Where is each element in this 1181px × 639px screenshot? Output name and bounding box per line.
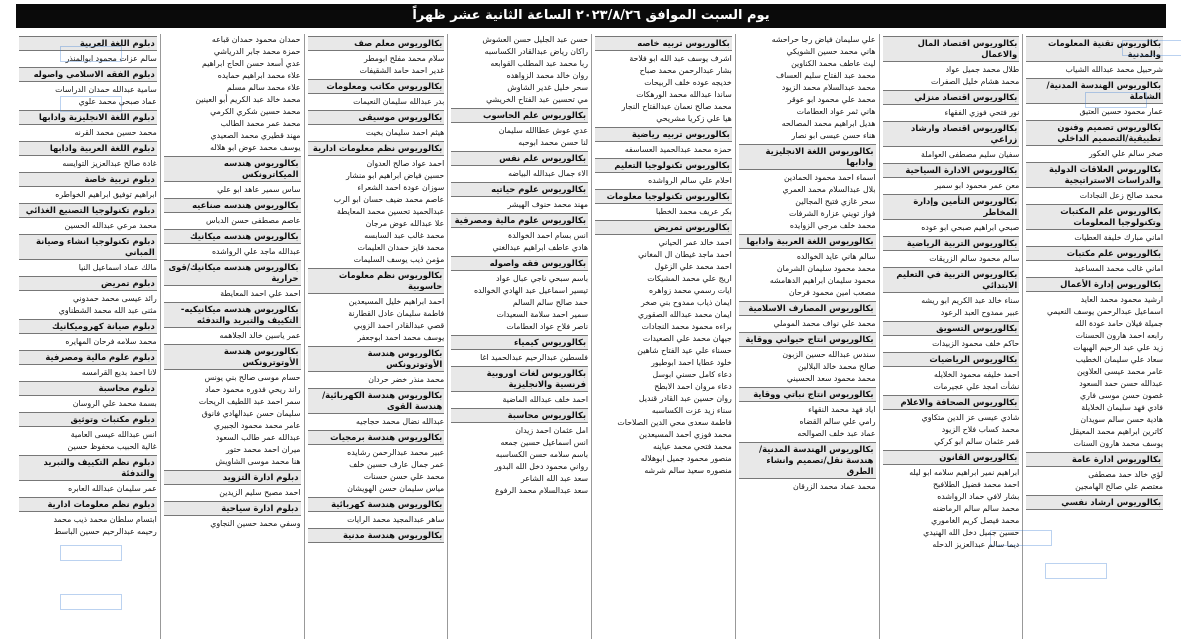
student-name: ديما سالم عبدالعزيز الدحله: [932, 540, 1020, 549]
student-name: ربا محمد عبد المطلب القوابعه: [490, 59, 588, 68]
student-name: سناء خالد عبد الكريم ابو ريشه: [921, 296, 1020, 305]
student-name: هيا علي زكريا مشريحي: [656, 114, 732, 123]
student-name: جيهان محمد علي الصعيدات: [642, 334, 732, 343]
student-name: طلال محمد جميل عواد: [945, 65, 1020, 74]
student-name: محمد خلف مرجي الزوايده: [789, 221, 876, 230]
program-heading: بكالوريوس نظم معلومات حاسوبية: [308, 268, 445, 294]
program-heading: بكالوريوس تمريض: [595, 220, 732, 235]
student-name: معتصم علي صالح الهامجين: [1075, 482, 1163, 491]
student-name: عمر ياسين خالد الجلاهمه: [219, 331, 301, 340]
student-name: خديجه عوده خلف الربيحات: [644, 78, 732, 87]
program-heading: بكالوريوس التسويق: [883, 321, 1020, 336]
program-heading: بكالوريوس هندسة الأوتوترونكس: [164, 344, 301, 370]
student-name: الاء جمال عبدالله البياضه: [508, 169, 588, 178]
program-heading: بكالوريوس محاسبة: [451, 408, 588, 423]
program-heading: دبلوم اللغة العربية وادابها: [19, 141, 157, 156]
student-name: محمد محمود سعد الحسيني: [786, 374, 876, 383]
student-name: حمزة محمد جابر الدرياشي: [213, 47, 301, 56]
student-name: احمد علي احمد المعايطة: [220, 289, 301, 298]
watermark-logo-icon: [1045, 563, 1107, 579]
program-heading: بكالوريوس موسيقى: [308, 110, 445, 125]
student-name: خلود عطايا احمد ابوطيور: [651, 358, 732, 367]
student-name: اماني غالب محمد المساعيد: [1074, 264, 1163, 273]
student-name: اسماعيل عبدالرحمن يوسف النعيمي: [1047, 307, 1163, 316]
student-name: انس اسماعيل حسين جمعه: [500, 438, 588, 447]
student-name: صخر سالم علي العكور: [1089, 149, 1163, 158]
student-name: نشأت امجد علي عجيرمات: [933, 382, 1020, 391]
program-heading: بكالوريوس هندسه الميكاترونكس: [164, 156, 301, 182]
student-name: علا عبدالله عوض مرجان: [365, 219, 445, 228]
student-name: مهند قطيري محمد الصعيدي: [210, 131, 301, 140]
student-name: علاء محمد سالم مسلم: [226, 83, 301, 92]
student-name: دعاء مروان احمد الابطح: [654, 382, 732, 391]
watermark-logo-icon: [990, 530, 1052, 546]
program-heading: دبلوم مكتبات وتوثيق: [19, 412, 157, 427]
student-name: بكر عريف محمد الخطبا: [655, 207, 732, 216]
student-name: عبير محمد عبدالرحمن رشايده: [347, 448, 445, 457]
program-heading: دبلوم صيانة كهروميكانيك: [19, 319, 157, 334]
student-name: ابتسام سلطان محمد ذيب محمد: [53, 515, 157, 524]
student-name: محمد فتحي محمد عباينه: [653, 442, 732, 451]
student-name: احمد خليفه محمود الخلايله: [933, 370, 1020, 379]
student-name: مصعب امين محمود فرحان: [788, 288, 876, 297]
student-name: حسام موسى صالح بني يونس: [204, 373, 301, 382]
student-name: مؤمن ذيب يوسف السليمات: [353, 255, 445, 264]
student-name: احمد مصيح سليم الزيدين: [219, 488, 301, 497]
student-name: براءه محمود محمد النجادات: [641, 322, 732, 331]
student-name: راند ريحي فدوره محمود حماد: [205, 385, 301, 394]
program-heading: بكالوريوس نظم معلومات ادارية: [308, 141, 445, 156]
student-name: محمد فايز حمدان العليمات: [357, 243, 445, 252]
student-name: لؤي خالد حمد مصطفى: [1088, 470, 1163, 479]
program-heading: بكالوريوس هندسة برمجيات: [308, 430, 445, 445]
student-name: سمر احمد عبد اللطيف الريحات: [198, 397, 301, 406]
student-name: محمد علي محمود ابو عوقر: [787, 95, 876, 104]
student-name: فادي فهد سليمان الخلايلة: [1081, 403, 1163, 412]
student-name: عاصم محمد ضيف حسان ابو الرب: [333, 195, 445, 204]
program-heading: بكالوريوس تربيه رياضية: [595, 127, 732, 142]
program-heading: بكالوريوس هندسه صناعيه: [164, 198, 301, 213]
schedule-column: [304, 34, 448, 639]
student-name: علاء محمد ابراهيم حمايده: [217, 71, 301, 80]
program-heading: بكالوريوس هندسة الأوتوترونكس: [308, 346, 445, 372]
student-name: سحر خليل غدير الشاوش: [507, 83, 588, 92]
program-heading: بكالوريوس هندسه ميكانيكيه- التكييف والتبريد والتدفئه: [164, 302, 301, 328]
student-name: عبدالحميد تحسين محمد المعايطة: [337, 207, 445, 216]
program-heading: دبلوم تكنولوجيا التصنيع الغذائي: [19, 203, 157, 218]
student-name: فاطمة سليمان عادل القطارنة: [348, 309, 445, 318]
program-heading: دبلوم ادارة التزويد: [164, 470, 301, 485]
student-name: هادية حسن سالم سويدان: [1080, 415, 1163, 424]
student-name: انس عبدالله عيسى العامية: [70, 430, 157, 439]
student-name: عبدالله ماجد علي الرواشده: [211, 247, 301, 256]
program-heading: بكالوريوس ارشاد نفسي: [1026, 495, 1163, 510]
program-heading: بكالوريوس اقتصاد منزلي: [883, 90, 1020, 105]
student-name: يوسف محمد احمد ابوجعفر: [357, 333, 445, 342]
student-name: احمد خلف عبدالله الماضية: [502, 395, 588, 404]
student-name: ابراهيم توفيق ابراهيم الخواطره: [55, 190, 157, 199]
student-name: سلام محمد مفلح ابومطر: [364, 54, 445, 63]
program-heading: دبلوم تربية خاصة: [19, 172, 157, 187]
student-name: عدي أسعد حسن الحاج ابراهيم: [202, 59, 301, 68]
student-name: محمد كساب فلاح الزيود: [941, 425, 1020, 434]
program-heading: بكالوريوس التربية في التعليم الابتدائي: [883, 267, 1020, 293]
student-name: سعد عبدالسلام محمد الرفوع: [495, 486, 588, 495]
student-name: هاني محمد حسين الشويكي: [786, 47, 876, 56]
student-name: غالية الحبيب محفوظ حسين: [67, 442, 157, 451]
student-name: ناصر فلاح عواد العطامات: [506, 322, 588, 331]
watermark-logo-icon: [60, 594, 122, 610]
student-name: باسم سبحي ناجي عبال عواد: [496, 274, 588, 283]
student-name: اريج علي محمد المشيكات: [647, 274, 732, 283]
student-name: روان خالد محمد الزواهده: [506, 71, 588, 80]
program-heading: بكالوريوس الرياضيات: [883, 352, 1020, 367]
program-heading: دبلوم اللغة العربية: [19, 36, 157, 51]
student-name: محمد غالب عبد السابسه: [364, 231, 445, 240]
student-name: عاصم مصطفى حسن الدباس: [206, 216, 301, 225]
student-name: حسن عبد الجليل حسن العشوش: [482, 35, 588, 44]
program-heading: بكالوريوس ادارة عامة: [1026, 452, 1163, 467]
student-name: لنا حسن محمد ابوحبه: [518, 138, 588, 147]
student-name: احلام علي سالم الرواشده: [648, 176, 732, 185]
program-heading: بكالوريوس علم مكتبات: [1026, 246, 1163, 261]
program-heading: بكالوريوس هندسة مدنية: [308, 528, 445, 543]
student-name: شرحبيل محمد عبدالله الشياب: [1065, 65, 1163, 74]
student-name: نور فتحي فوزي الفقهاء: [944, 108, 1020, 117]
student-name: اماني مبارك خليفة العطيات: [1074, 233, 1163, 242]
program-heading: دبلوم اللغة الانجليزية وادابها: [19, 110, 157, 125]
student-name: رحيمه عبدالرحيم حسين الباسط: [54, 527, 157, 536]
program-heading: بكالوريوس الهندسة المدنية/ هندسة نقل/تصميم وانشاء الطرق: [739, 442, 876, 479]
student-name: يوسف محمد هارون السنات: [1073, 439, 1163, 448]
student-name: احمد محمد فضيل الطلافيح: [932, 480, 1020, 489]
student-name: صبحي ابراهيم صبحي ابو عوده: [921, 223, 1020, 232]
student-name: مي تحسين عبد الفتاح الخريشي: [486, 95, 588, 104]
program-heading: بكالوريوس اللغة الانجليزية وادابها: [739, 144, 876, 170]
student-name: لانا احمد بديع القرامسه: [81, 368, 157, 377]
program-heading: بكالوريوس مكاتب ومعلومات: [308, 79, 445, 94]
student-name: هديل ابراهيم محمد المصالحه: [781, 119, 876, 128]
student-name: شادي عيسى عز الدين متكاوي: [921, 413, 1020, 422]
schedule-column: [879, 34, 1023, 639]
student-name: سعد عبد الله الشاعر: [520, 474, 588, 483]
program-heading: بكالوريوس اللغة العربية وادابها: [739, 234, 876, 249]
student-name: محمد عبدالسلام محمد الزيود: [781, 83, 876, 92]
names-columns: [16, 34, 1166, 639]
program-heading: بكالوريوس هندسة الكهربائية/ هندسة القوى: [308, 388, 445, 414]
student-name: وسفي محمد حسين النجاوي: [210, 519, 301, 528]
student-name: بشار لافي حماد الرواشده: [937, 492, 1020, 501]
program-heading: بكالوريوس اقتصاد وارشاد زراعي: [883, 121, 1020, 147]
program-heading: بكالوريوس معلم صف: [308, 36, 445, 51]
student-name: سمير احمد سلامة السعيدات: [496, 310, 588, 319]
program-heading: دبلوم تكنولوجيا انشاء وصيانة المباني: [19, 234, 157, 260]
program-heading: دبلوم محاسبة: [19, 381, 157, 396]
student-name: محمد منذر خضر حردان: [368, 375, 445, 384]
student-name: اسماء احمد محمود الحمادين: [783, 173, 876, 182]
student-name: احمد محمد علي الزغول: [654, 262, 732, 271]
student-name: سالم محمود سالم الزريقات: [929, 254, 1020, 263]
student-name: محمد عبد الفتاح سليم العساف: [776, 71, 876, 80]
student-name: بلال عبدالسلام محمد العمري: [782, 185, 876, 194]
program-heading: بكالوريوس هندسه ميكانيك: [164, 229, 301, 244]
student-name: بدر عبدالله سليمان النعيمات: [353, 97, 445, 106]
student-name: ايمان محمد عبدالله الصقوري: [638, 310, 732, 319]
student-name: هيثم احمد سليمان بخيت: [365, 128, 445, 137]
student-name: محمد صالح زعل النجادات: [1079, 191, 1163, 200]
student-name: سحر غازي فتيح المجالين: [795, 197, 876, 206]
student-name: حسين فياض ابراهيم ابو منشار: [345, 171, 445, 180]
program-heading: بكالوريوس انتاج حيواني ووقاية: [739, 332, 876, 347]
student-name: سعاد علي سليمان الخطيب: [1075, 355, 1163, 364]
student-name: هاني ثمر عواد العطامات: [796, 107, 876, 116]
student-name: محمد حسين شكري الكرمي: [210, 107, 301, 116]
student-name: سالم عزات محمود ابوالمنذر: [65, 54, 157, 63]
student-name: حسين جميل دخل الله الهنيدي: [923, 528, 1020, 537]
student-name: احمد عواد صالح العدوان: [366, 159, 445, 168]
student-name: ارشيد محمود محمد العايد: [1080, 295, 1163, 304]
student-name: قمر عثمان سالم ابو كركي: [934, 437, 1020, 446]
watermark-logo-icon: [60, 46, 122, 62]
student-name: عدي عوش عطاالله سليمان: [498, 126, 588, 135]
student-name: محمد فوزي احمد المسيعدين: [638, 430, 732, 439]
student-name: صالح محمد خالد البلالين: [797, 362, 876, 371]
student-name: محمود سليمان ابراهيم الدهامشه: [769, 276, 876, 285]
student-name: سوزان عودة احمد الشعراء: [357, 183, 445, 192]
program-heading: بكالوريوس التربية الرياضية: [883, 236, 1020, 251]
student-name: سندس عبدالله حسين الزبون: [782, 350, 876, 359]
student-name: علي سليمان فياض رجا حراحشه: [771, 35, 876, 44]
student-name: محمد علي نواف محمد الموملي: [773, 319, 876, 328]
student-name: هنا محمد موسى الشاويش: [215, 457, 301, 466]
student-name: عامر محمد عيسى العلاوين: [1076, 367, 1163, 376]
student-name: محمد عمر محمد الطالب: [220, 119, 301, 128]
schedule-column: [735, 34, 879, 639]
student-name: عبدالله عمر طالب السعود: [215, 433, 301, 442]
student-name: سامية عبدالله حمدان الدراسات: [55, 85, 157, 94]
student-name: محمد هشام خليل الصفرات: [931, 77, 1020, 86]
student-name: محمد علي حسن حسنات: [363, 472, 445, 481]
student-name: رواني محمود دخل الله البدور: [494, 462, 588, 471]
student-name: ساس سمير عاهد ابو علي: [217, 185, 301, 194]
program-heading: بكالوريوس العلاقات الدولية والدراسات الاستراتيجية: [1026, 162, 1163, 188]
program-heading: دبلوم نظم التكييف والتبريد والتدفئة: [19, 455, 157, 481]
student-name: احمد ماجد غيطان ال المغاني: [638, 250, 732, 259]
student-name: فلسطين عبدالرحيم عبدالحميد اغا: [480, 353, 588, 362]
program-heading: بكالوريوس كيمياء: [451, 335, 588, 350]
program-heading: بكالوريوس الهندسة المدنية/ الشاملة: [1026, 78, 1163, 104]
page-title: يوم السبت الموافق ٢٠٢٣/٨/٢٦ الساعة الثانية عشر ظهراً: [16, 4, 1166, 28]
student-name: فواز تويني عزارة الشرفات: [788, 209, 876, 218]
program-heading: بكالوريوس تكنولوجيا التعليم: [595, 158, 732, 173]
program-heading: بكالوريوس الادارة السياحية: [883, 163, 1020, 178]
student-name: احمد ابراهيم خليل المسيعدين: [348, 297, 445, 306]
program-heading: بكالوريوس علوم مالية ومصرفية: [451, 213, 588, 228]
student-name: مالك عماد اسماعيل النيا: [78, 263, 157, 272]
program-heading: دبلوم ادارة سياحية: [164, 501, 301, 516]
schedule-column: [160, 34, 304, 639]
program-heading: بكالوريوس القانون: [883, 450, 1020, 465]
student-name: هادي عاطف ابراهيم عبدالغني: [492, 243, 588, 252]
student-name: انس بسام احمد الخوالدة: [508, 231, 588, 240]
student-name: ساندا عبدالله محمد الورهكات: [636, 90, 732, 99]
program-heading: بكالوريوس هندسه ميكانيك/قوى حرارية: [164, 260, 301, 286]
student-name: محمد عماد محمد الزرقان: [793, 482, 876, 491]
student-name: رائد عيسى محمد حمدوني: [72, 294, 157, 303]
student-name: مياس سليمان حسن الهويشان: [347, 484, 445, 493]
program-heading: بكالوريوس لغات اوروبية فرنسية والانجليزية: [451, 366, 588, 392]
watermark-logo-icon: [1085, 92, 1147, 108]
program-heading: دبلوم الفقه الاسلامي واصوله: [19, 67, 157, 82]
student-name: اياد فهد محمد النقهاء: [808, 405, 876, 414]
student-name: باسم سلامه حسن الكساسبه: [495, 450, 588, 459]
student-name: محمد فيصل كريم الغاموري: [931, 516, 1020, 525]
student-name: هناء حسن عيسى ابو نصار: [791, 131, 876, 140]
program-heading: بكالوريوس هندسة كهربائية: [308, 497, 445, 512]
program-heading: بكالوريوس فقه واصوله: [451, 256, 588, 271]
student-name: جميلة فيلان حامد عودة الله: [1075, 319, 1163, 328]
student-name: اشرف يوسف عبد الله ابو فلاحة: [629, 54, 732, 63]
student-name: سفيان سليم مصطفى العواملة: [921, 150, 1020, 159]
program-heading: بكالوريوس تكنولوجيا معلومات: [595, 189, 732, 204]
student-name: ابراهيم نمير ابراهيم سلامه ابو ليله: [909, 468, 1020, 477]
student-name: عماد عبد خلف الصوالحه: [797, 429, 876, 438]
schedule-column: [1022, 34, 1166, 639]
student-name: ايات رسمي محمد زواهره: [648, 286, 732, 295]
watermark-logo-icon: [1122, 40, 1181, 56]
student-name: بشار عبدالرحمن محمد صباح: [639, 66, 732, 75]
student-name: راكان رياض عبدالقادر الكساسبه: [484, 47, 588, 56]
student-name: مثنى عبد الله محمد الشطناوي: [58, 306, 157, 315]
program-heading: بكالوريوس علوم حياتيه: [451, 182, 588, 197]
student-name: معن عمر محمود ابو سمير: [934, 181, 1020, 190]
student-name: محمد سلامه فرحان المهايره: [65, 337, 157, 346]
student-name: ليث عاطف محمد الكناوين: [791, 59, 876, 68]
student-name: محمد سالم سالم الرماضنه: [932, 504, 1020, 513]
student-name: منصوره سعيد سالم شرشه: [644, 466, 732, 475]
program-heading: بكالوريوس إدارة الأعمال: [1026, 277, 1163, 292]
student-name: رامي علي سالم القضاه: [799, 417, 876, 426]
student-name: عبدالله نضال محمد حجاجيه: [356, 417, 445, 426]
student-name: عامر محمد محمود الجبيري: [213, 421, 301, 430]
student-name: محمد حسين محمد القرنه: [74, 128, 157, 137]
student-name: حمدان محمود حمدان قباعه: [211, 35, 301, 44]
student-name: مهند محمد حنوف الهيشر: [507, 200, 588, 209]
student-name: يوسف محمد عوض ابو هلاله: [210, 143, 301, 152]
student-name: حاكم خلف محمود الزبيدات: [932, 339, 1020, 348]
watermark-logo-icon: [60, 96, 122, 112]
program-heading: بكالوريوس المصارف الاسلامية: [739, 301, 876, 316]
student-name: عمر جمال عارف حسين خلف: [349, 460, 445, 469]
student-name: بسمة محمد علي الروسان: [72, 399, 157, 408]
student-name: سناء زيد عزت الكساسبه: [651, 406, 732, 415]
program-heading: دبلوم تمريض: [19, 276, 157, 291]
student-name: محمد مرعي عبدالله الحسين: [64, 221, 157, 230]
student-name: رابعه احمد هارون الحسنات: [1075, 331, 1163, 340]
student-name: حمزه محمد عبدالحميد العساسفه: [624, 145, 732, 154]
student-name: عبدالله حسن حمد السعود: [1079, 379, 1163, 388]
student-name: حمد صالح سالم السالم: [512, 298, 588, 307]
program-heading: بكالوريوس الصحافة والاعلام: [883, 395, 1020, 410]
student-name: سالم هاني عايد الخوالده: [796, 252, 876, 261]
student-name: امل عثمان احمد زيدان: [515, 426, 588, 435]
student-name: ايمان ذياب ممدوح بني صخر: [640, 298, 732, 307]
student-name: غادة صالح عبدالعزيز التوايسه: [62, 159, 157, 168]
student-name: حسناء علي عيد الفتاح شاهين: [637, 346, 732, 355]
program-heading: بكالوريوس علم الحاسوب: [451, 108, 588, 123]
student-name: عماد صبحي محمد علوي: [78, 97, 157, 106]
program-heading: بكالوريوس تصميم وفنون تطبيقية/التصميم الداخلي: [1026, 120, 1163, 146]
student-name: عمر سليمان عبدالله العابره: [68, 484, 157, 493]
student-name: محمد خالد عبد الكريم أبو العينين: [195, 95, 301, 104]
program-heading: بكالوريوس تقنية المعلومات والمدنية: [1026, 36, 1163, 62]
student-name: كاترين ابراهيم محمد المعيقل: [1069, 427, 1163, 436]
student-name: تيسير اسماعيل عبد الهادي الخوالده: [473, 286, 588, 295]
student-name: محمد صالح نعمان عبدالفتاح النجار: [621, 102, 732, 111]
student-name: غصون حسن موسى فاري: [1080, 391, 1163, 400]
student-name: دعاء كامل حسني ابوسل: [652, 370, 732, 379]
student-name: روان حسين عبد القادر قنديل: [638, 394, 732, 403]
program-heading: دبلوم نظم معلومات ادارية: [19, 497, 157, 512]
student-name: غدير احمد حامد الشقيفات: [359, 66, 445, 75]
program-heading: بكالوريوس اقتصاد المال والاعمال: [883, 36, 1020, 62]
student-name: عمار محمود حسين العتيق: [1079, 107, 1163, 116]
student-name: عبير ممدوح العبد الرعود: [940, 308, 1020, 317]
program-heading: بكالوريوس التأمين وإدارة المخاطر: [883, 194, 1020, 220]
student-name: زيد علي عبد الرحيم الهبهات: [1073, 343, 1163, 352]
watermark-logo-icon: [60, 545, 122, 561]
student-name: ساهر عبدالمجيد محمد الرايات: [347, 515, 445, 524]
student-name: فاطمة سعدى محي الدين الصلاحات: [617, 418, 732, 427]
program-heading: بكالوريوس علم المكتبات وتكنولوجيا المعلومات: [1026, 204, 1163, 230]
student-name: ميران احمد محمد حتور: [225, 445, 301, 454]
schedule-column: [591, 34, 735, 639]
program-heading: دبلوم علوم مالية ومصرفية: [19, 350, 157, 365]
student-name: محمد محمود سليمان الشرمان: [776, 264, 876, 273]
student-name: احمد خالد عمر الحياني: [658, 238, 732, 247]
program-heading: بكالوريوس تربيه خاصه: [595, 36, 732, 51]
program-heading: بكالوريوس علم نفس: [451, 151, 588, 166]
student-name: قصي عبدالقادر احمد الزوبي: [353, 321, 445, 330]
student-name: منصور محمود جميل ابوهلاله: [640, 454, 732, 463]
schedule-column: [447, 34, 591, 639]
student-name: سليمان حسن عبدالهادي فانوق: [201, 409, 301, 418]
program-heading: بكالوريوس انتاج نباتي ووقاية: [739, 387, 876, 402]
